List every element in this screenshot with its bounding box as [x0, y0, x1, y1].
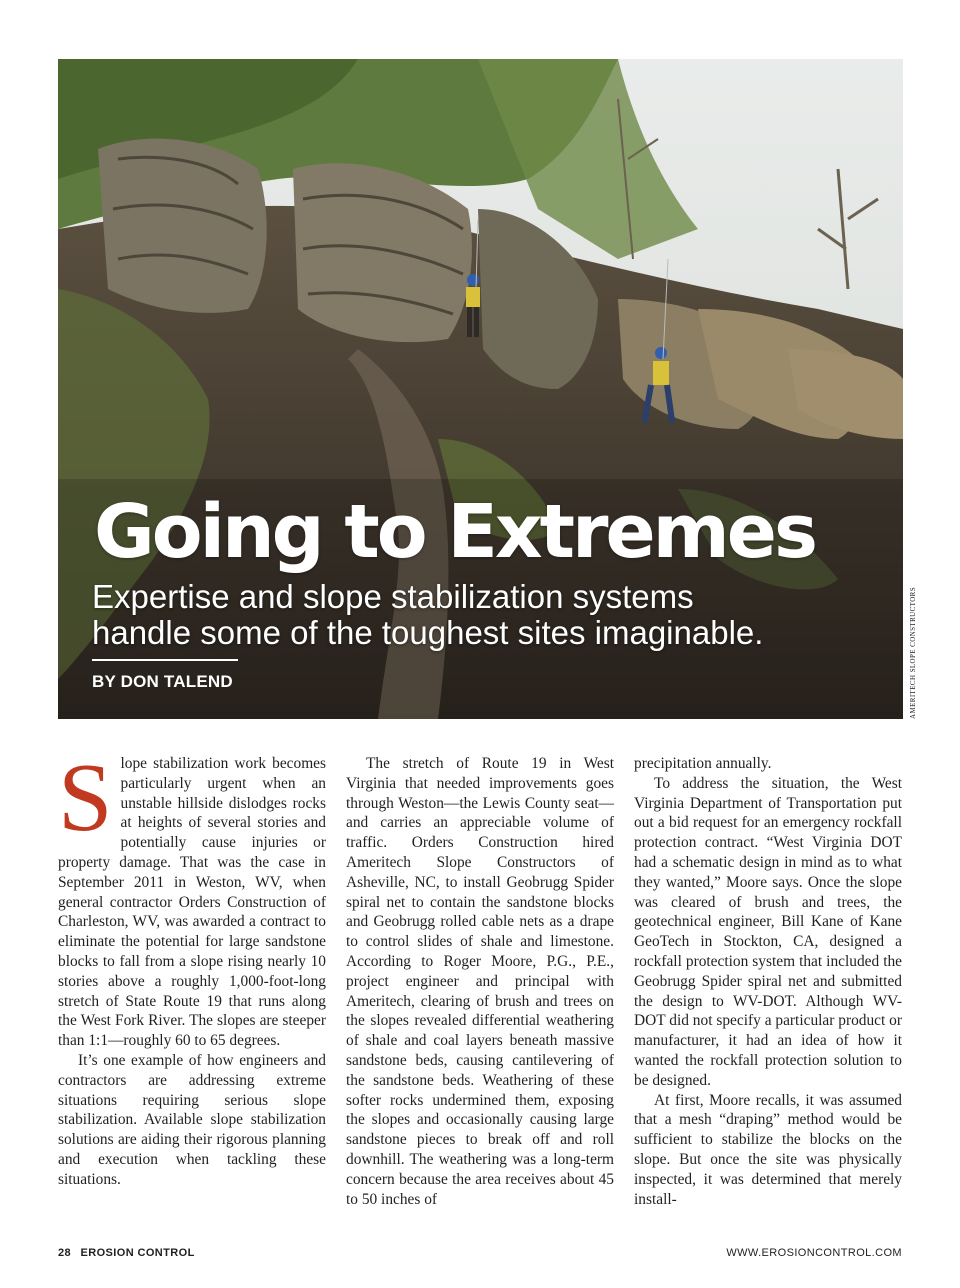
magazine-name: EROSION CONTROL	[80, 1247, 195, 1259]
article-column-3	[634, 754, 902, 1209]
byline-rule	[92, 659, 238, 661]
article-paragraph: The stretch of Route 19 in West Virginia that needed improvements goes through Weston—the Lewis County seat—and carries an appreciable volume of traffic. Orders Construction hired Ameritech Slope Constructors of Asheville, NC, to install Geobrugg Spider spiral net to contain the sandstone blocks and Geobrugg rolled cable nets as a drape to control slides of shale and limestone. According to Roger Moore, P.G., P.E., project engineer and principal with Ameritech, clearing of brush and trees on the slopes revealed differential weathering of shale and coal layers beneath massive sandstone beds, causing cantilevering of the sandstone beds. Weathering of these softer rocks undermined them, exposing the slopes and occasionally causing large sandstone pieces to break off and roll downhill. The weathering was a long-term concern because the area receives about 45 to 50 inches of	[346, 755, 614, 1208]
subtitle-line: Expertise and slope stabilization systems	[92, 578, 694, 615]
article-title: Going to Extremes	[94, 489, 816, 575]
photo-credit: AMERITECH SLOPE CONSTRUCTORS	[909, 586, 917, 719]
page-number: 28	[58, 1247, 72, 1259]
drop-cap: S	[58, 744, 113, 852]
article-column-2	[346, 754, 614, 1209]
article-paragraph: precipitation annually.	[634, 755, 772, 772]
website-url: WWW.EROSIONCONTROL.COM	[726, 1247, 902, 1259]
article-subtitle	[92, 579, 852, 651]
hero-photo	[58, 59, 903, 719]
subtitle-line: handle some of the toughest sites imaginable.	[92, 614, 764, 651]
article-paragraph: To address the situation, the West Virginia Department of Transportation put out a bid request for an emergency rockfall protection contract. “West Virginia DOT had a schematic design in mind as to what they wanted,” Moore says. Once the slope was cleared of brush and trees, the geotechnical engineer, Bill Kane of Kane GeoTech in Stockton, CA, designed a rockfall protection system that included the Geobrugg Spider spiral net and submitted the design to WV-DOT. Although WV-DOT did not specify a particular product or manufacturer, it had an idea of how it wanted the rockfall protection solution to be designed.	[634, 774, 902, 1089]
paragraph-text: lope stabilization work becomes particularly urgent when an unstable hillside dislodges rocks at heights of several stories and potentially cause injuries or property damage. That was the case in September 2011 in Weston, WV, when general contractor Orders Construction of Charleston, WV, was awarded a contract to eliminate the potential for large sandstone blocks to fall from a slope rising nearly 10 stories above a roughly 1,000-foot-long stretch of State Route 19 that runs along the West Fork River. The slopes are steeper than 1:1—roughly 60 to 65 degrees.	[58, 755, 326, 1050]
byline: BY DON TALEND	[92, 672, 233, 691]
article-column-1	[58, 744, 326, 1190]
article-paragraph	[58, 744, 326, 1051]
article-paragraph: It’s one example of how engineers and contractors are addressing extreme situations requiring serious slope stabilization. Available slope stabilization solutions are aiding their rigorous planning and execution when tackling these situations.	[58, 1051, 326, 1188]
article-paragraph: At first, Moore recalls, it was assumed that a mesh “draping” method would be sufficient to stabilize the blocks on the slope. But once the site was physically inspected, it was determined that merely install-	[634, 1091, 902, 1208]
page-footer-left	[58, 1247, 195, 1259]
